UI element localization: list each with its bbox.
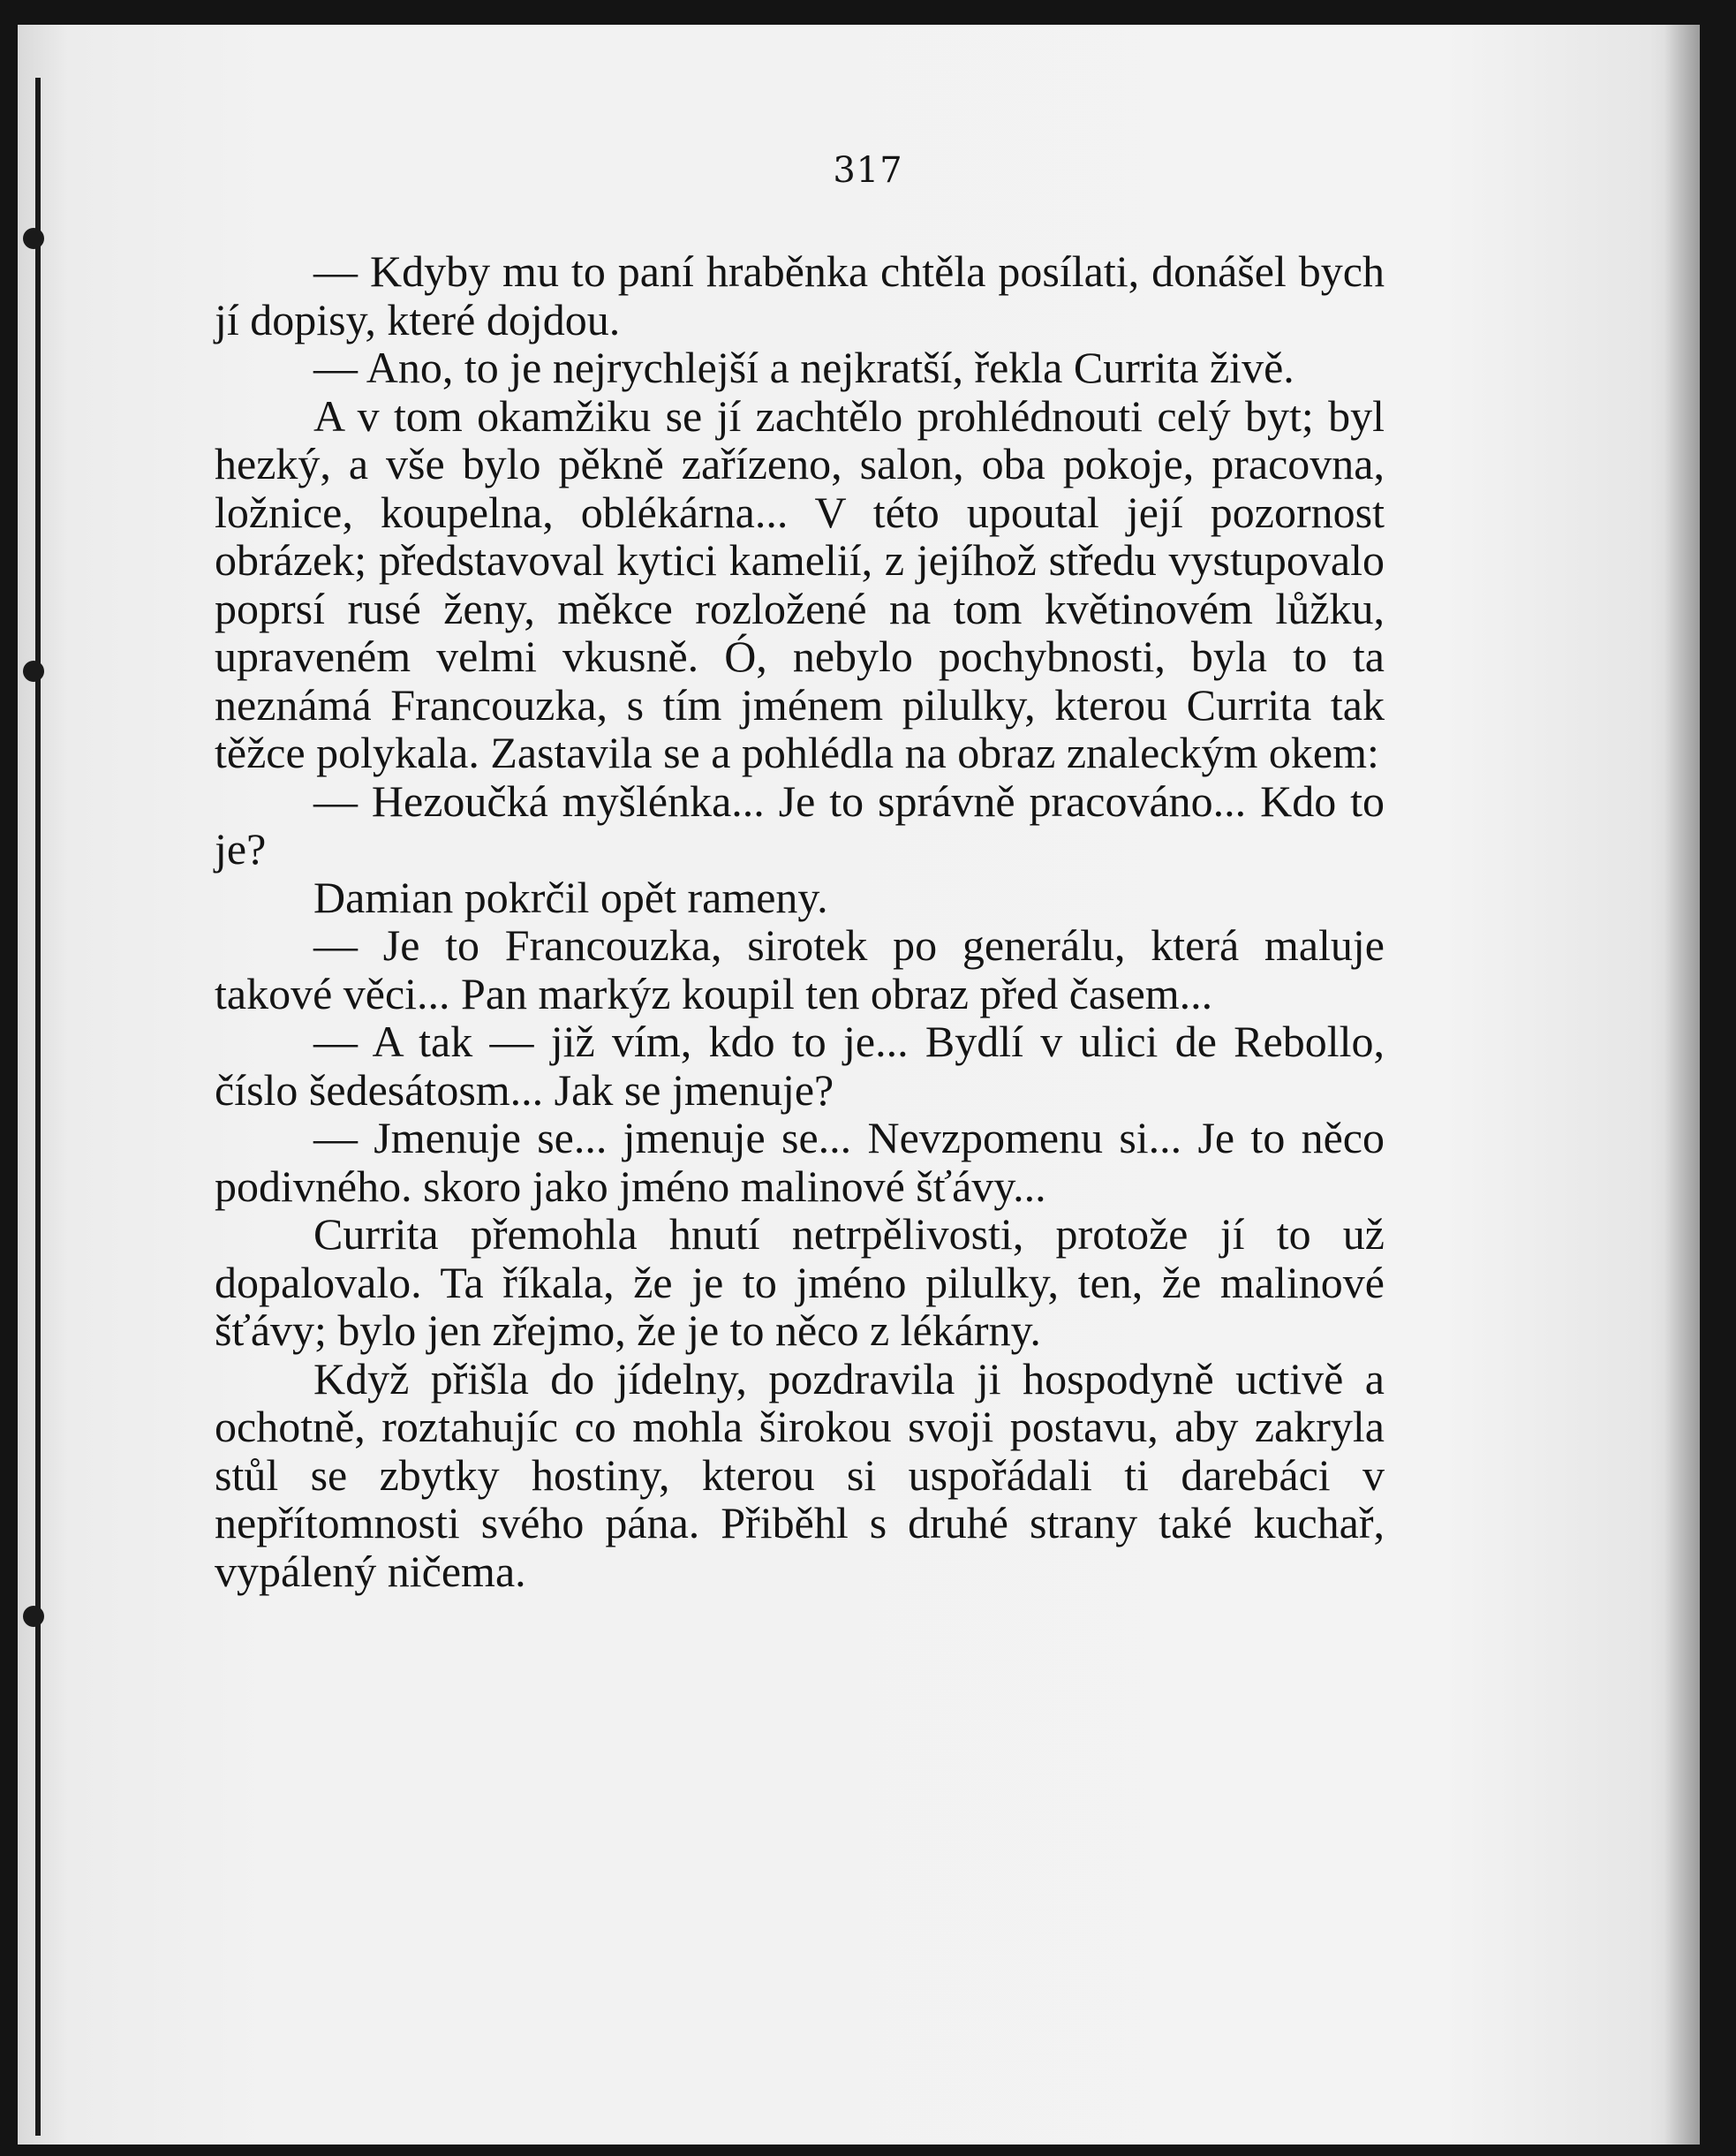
paragraph: Currita přemohla hnutí netrpělivosti, protože jí to už dopalovalo. Ta říkala, že je to jméno pilulky, ten, že malinové šťávy; bylo jen zřejmo, že je to něco z lékárny. [215, 1209, 1385, 1355]
binding-mark [23, 1606, 44, 1627]
binding-mark [23, 661, 44, 682]
paragraph: — Jmenuje se... jmenuje se... Nevzpomenu si... Je to něco podivného. skoro jako jméno malinové šťávy... [215, 1113, 1385, 1211]
binding-edge-line [35, 78, 41, 2136]
binding-mark [23, 228, 44, 249]
paragraph: Když přišla do jídelny, pozdravila ji hospodyně uctivě a ochotně, roztahujíc co mohla širokou svoji postavu, aby zakryla stůl se zbytky hostiny, kterou si uspořádali ti darebáci v nepřítomnosti svého pána. Přiběhl s druhé strany také kuchař, vypálený ničema. [215, 1353, 1385, 1596]
paragraph: — Hezoučká myšlénka... Je to správně pracováno... Kdo to je? [215, 775, 1385, 874]
paragraph: — Je to Francouzka, sirotek po generálu, která maluje takové věci... Pan markýz koupil ten obraz před časem... [215, 920, 1385, 1018]
paragraph: — A tak — již vím, kdo to je... Bydlí v ulici de Rebollo, číslo šedesátosm... Jak se jmenuje? [215, 1017, 1385, 1115]
page-number: 317 [833, 150, 903, 191]
paragraph: — Ano, to je nejrychlejší a nejkratší, řekla Currita živě. [313, 343, 1294, 392]
body-text [215, 247, 1385, 1595]
paragraph: A v tom okamžiku se jí zachtělo prohlédnouti celý byt; byl hezký, a vše bylo pěkně zařízeno, salon, oba pokoje, pracovna, ložnice, koupelna, oblékárna... V této upoutal její pozornost obrázek; představoval kytici kamelií, z jejíhož středu vystupovalo poprsí rusé ženy, měkce rozložené na tom květinovém lůžku, upraveném velmi vkusně. Ó, nebylo pochybnosti, byla to ta neznámá Francouzka, s tím jménem pilulky, kterou Currita tak těžce polykala. Zastavila se a pohlédla na obraz znaleckým okem: [215, 390, 1385, 777]
paragraph: — Kdyby mu to paní hraběnka chtěla posílati, donášel bych jí dopisy, které dojdou. [215, 246, 1385, 344]
paragraph: Damian pokrčil opět rameny. [313, 872, 828, 922]
